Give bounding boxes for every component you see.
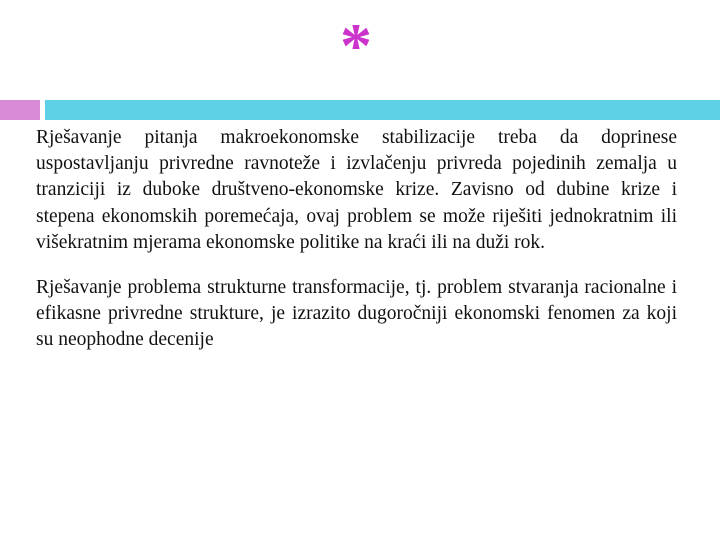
slide-title: * (340, 10, 372, 81)
slide-body (36, 125, 677, 354)
title-divider-right (45, 100, 720, 120)
body-paragraph-1: Rješavanje pitanja makroekonomske stabilizacije treba da doprinese uspostavljanju privredne ravnoteže i izvlačenju privreda pojedinih zemalja u tranziciji iz duboke društveno-ekonomske krize. Zavisno od dubine krize i stepena ekonomskih poremećaja, ovaj problem se može riješiti jednokratnim ili višekratnim mjerama ekonomske politike na kraći ili na duži rok. (36, 127, 677, 253)
body-paragraph-2: Rješavanje problema strukturne transformacije, tj. problem stvaranja racionalne i efikasne privredne strukture, je izrazito dugoročniji ekonomski fenomen za koji su neophodne decenije (36, 277, 677, 351)
title-divider-left (0, 100, 40, 120)
